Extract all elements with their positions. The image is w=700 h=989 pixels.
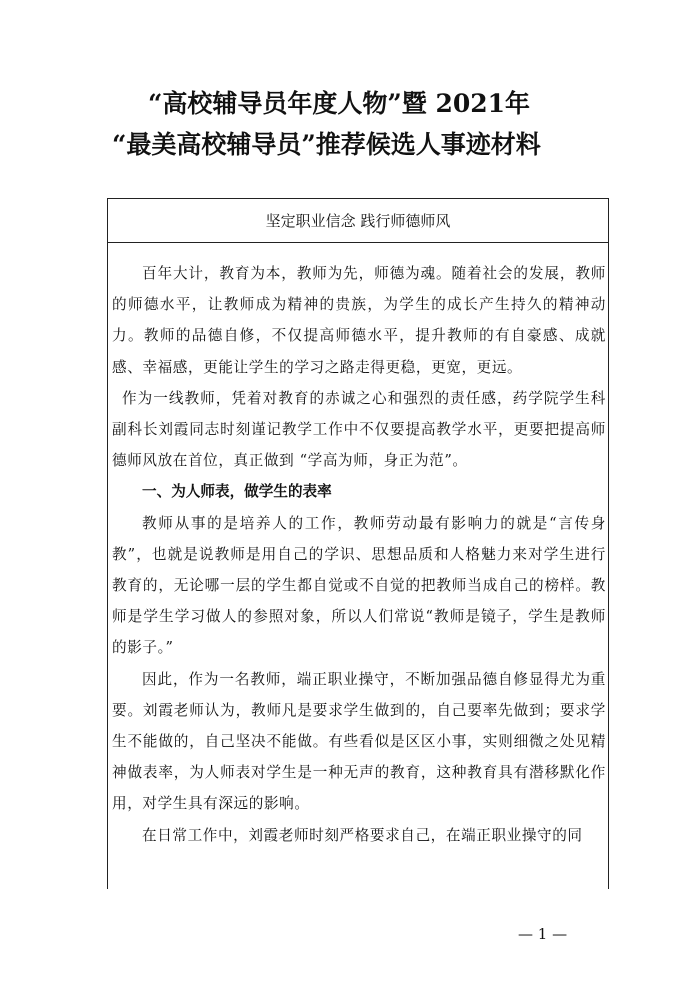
- paragraph-role-model: 教师从事的是培养人的工作，教师劳动最有影响力的就是“言传身教”，也就是说教师是用自己的学识、思想品质和人格魅力来对学生进行教育的，无论哪一层的学生都自觉或不自觉的把教师当成自己的榜样。教师是学生学习做人的参照对象，所以人们常说“教师是镜子，学生是教师的影子。”: [112, 514, 606, 657]
- table-subtitle: 坚定职业信念 践行师德师风: [108, 199, 608, 243]
- document-title-line-1: “高校辅导员年度人物”暨 2021年: [148, 89, 531, 118]
- document-title-line-2: “最美高校辅导员”推荐候选人事迹材料: [112, 130, 541, 159]
- paragraph-therefore: 因此，作为一名教师，端正职业操守，不断加强品德自修显得尤为重要。刘霞老师认为，教师凡是要求学生做到的，自己要率先做到；要求学生不能做的，自己坚决不能做。有些看似是区区小事，实则细微之处见精神做表率，为人师表对学生是一种无声的教育，这种教育具有潜移默化作用，对学生具有深远的影响。: [112, 670, 606, 813]
- paragraph-intro: 百年大计，教育为本，教师为先，师德为魂。随着社会的发展，教师的师德水平，让教师成为精神的贵族，为学生的成长产生持久的精神动力。教师的品德自修，不仅提高师德水平，提升教师的有自豪感、成就感、幸福感，更能让学生的学习之路走得更稳，更宽，更远。: [112, 265, 606, 376]
- content-table: [107, 198, 609, 889]
- section-heading-1: 一、为人师表，做学生的表率: [142, 483, 332, 501]
- table-body-cell: [112, 258, 606, 851]
- page-number: — 1 —: [518, 925, 568, 943]
- paragraph-liu-xia: 作为一线教师，凭着对教育的赤诚之心和强烈的责任感，药学院学生科副科长刘霞同志时刻谨记教学工作中不仅要提高教学水平，更要把提高师德师风放在首位，真正做到 “学高为师，身正为范”。: [112, 389, 606, 470]
- paragraph-daily-work: 在日常工作中，刘霞老师时刻严格要求自己，在端正职业操守的同: [142, 826, 583, 844]
